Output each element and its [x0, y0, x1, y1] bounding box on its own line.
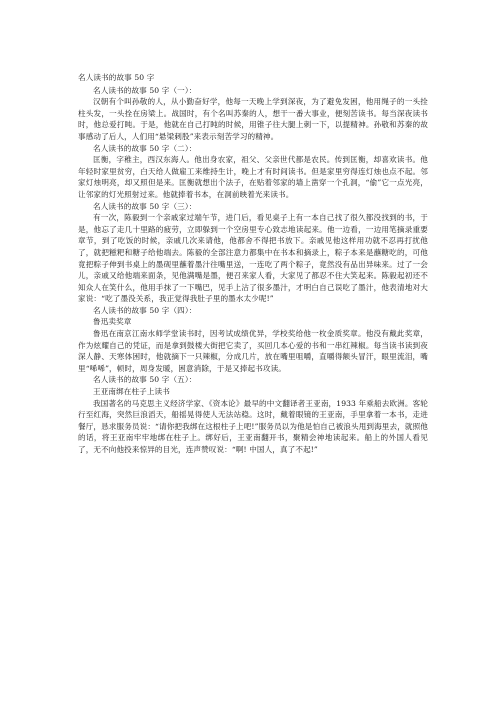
- section-4: [78, 305, 428, 375]
- section-paragraph: 汉朝有个叫孙敬的人，从小勤奋好学，他每一天晚上学到深夜，为了避免发困，他用绳子的一头拴柱头发，一头拴在房梁上。战国时，有个名叫苏秦的人，想干一番大事业，便刻苦读书。每当深夜读书时，他总爱打盹。于是，他就在自己打盹的时候，用锥子往大腿上刺一下，以提精神。孙敬和苏秦的故事感动了后人，人们用“悬梁刺股”来表示刻苦学习的精神。: [78, 97, 428, 141]
- section-heading: 名人读书的故事 50 字（一）：: [93, 85, 197, 95]
- section-paragraph: 我国著名的马克思主义经济学家、《资本论》最早的中文翻译者王亚南，1933 年乘船去欧洲。客轮行至红海，突然巨浪滔天，船摇晃得使人无法站稳。这时，戴着眼镜的王亚南，手里拿着一本书，走进餐厅，恳求服务员说：“请你把我绑在这根柱子上吧!”服务员以为他是怕自己被浪头甩到海里去，就照他的话，将王亚南牢牢地绑在柱子上。绑好后，王亚南翻开书，聚精会神地读起来。船上的外国人看见了，无不向他投来惊异的目光，连声赞叹说：“啊! 中国人，真了不起!”: [78, 398, 428, 454]
- section-paragraph: 匡衡，字稚主，西汉东海人。他出身农家，祖父、父亲世代都是农民。传到匡衡，却喜欢读书。他年轻时家里贫穷，白天给人做雇工来维持生计，晚上才有时间读书。但是家里穷得连灯烛也点不起。邻家灯烛明亮，却又照但是来。匡衡就想出个法子，在贴着邻家的墙上凿穿一个孔洞，“偷”它一点光亮，让邻家的灯光照射过来。他就捧着书本，在洞前映着光来读书。: [78, 155, 428, 199]
- section-heading: 名人读书的故事 50 字（二）：: [93, 143, 197, 153]
- section-1: [78, 85, 428, 143]
- section-2: [78, 143, 428, 201]
- section-subtitle: 王亚南绑在柱子上读书: [93, 387, 170, 397]
- section-3: [78, 201, 428, 305]
- section-subtitle: 鲁迅卖奖章: [93, 317, 132, 327]
- section-paragraph: 有一次，陈毅到一个亲戚家过端午节，进门后，看见桌子上有一本自己找了很久都没找到的书，于是，他忘了走几十里路的疲劳，立即躲到一个空房里专心致志地读起来。他一边看，一边用笔摘录重要章节，到了吃饭的时候，亲戚几次来请他，他都舍不得把书放下。亲戚见他这样用功就不忍再打扰他了，就把糍粑和糖子给他端去。陈毅的全部注意力都集中在书本和摘录上，粽子本来是蘸糖吃的，可他竟把粽子伸到书桌上的墨砚里蘸着墨汁往嘴里送，一连吃了两个粽子，竟然没有品出异味来。过了一会儿，亲戚又给他端来面条，见他满嘴是墨，便召来家人看，大家见了都忍不住大笑起来。陈毅起初还不知众人在笑什么，他用手抹了一下嘴巴，见手上沾了很多墨汁，才明白自己误吃了墨汁，他表清地对大家说：“吃了墨没关系，我正觉得我肚子里的墨水太少呢!”: [78, 213, 428, 304]
- section-heading: 名人读书的故事 50 字（五）：: [93, 375, 197, 385]
- section-5: [78, 374, 428, 455]
- section-heading: 名人读书的故事 50 字（三）：: [93, 201, 197, 211]
- document-title: 名人读书的故事 50 字: [78, 73, 155, 82]
- section-paragraph: 鲁迅在南京江南水师学堂读书时，因考试成绩优异，学校奖给他一枚金质奖章。他没有戴此奖章，作为炫耀自己的凭证，而是拿到鼓楼大街把它卖了，买回几本心爱的书和一串红辣椒。每当读书读到夜深人静、天寒体困时，他就摘下一只辣椒，分成几片，放在嘴里咀嚼，直嚼得额头冒汗，眼里流泪，嘴里“唏唏”，顿时，周身发暖，困意消除，于是又捧起书攻读。: [78, 329, 428, 373]
- section-heading: 名人读书的故事 50 字（四）：: [93, 305, 197, 315]
